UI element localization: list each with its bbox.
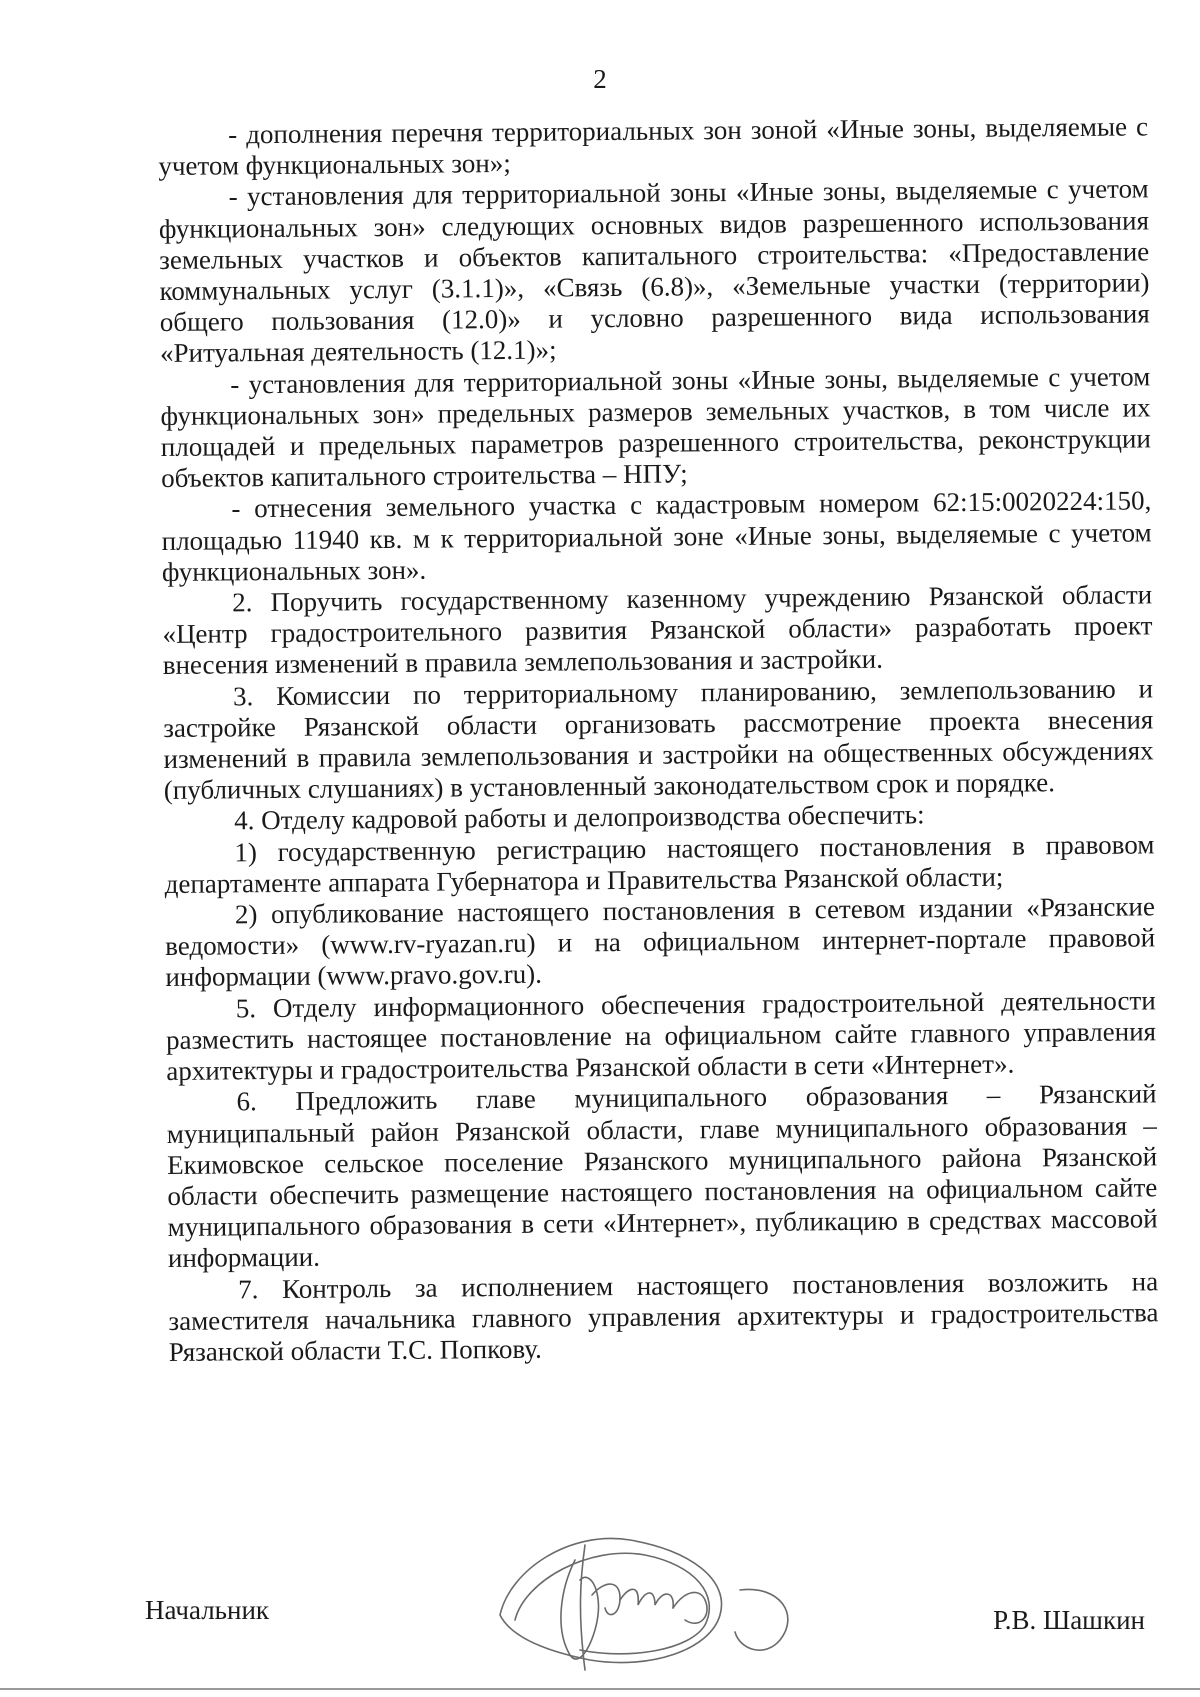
paragraph-land-plot: - отнесения земельного участка с кадастровым номером 62:15:0020224:150, площадью 11940 кв. м к территориальной зоне «Иные зоны, выделяемые с учетом функциональных зон».	[161, 485, 1152, 587]
paragraph-item-3: 3. Комиссии по территориальному планированию, землепользованию и застройке Рязанской области организовать рассмотрение проекта внесения изменений в правила землепользования и застройки на общественных обсуждениях (публичных слушаниях) в установленный законодательством срок и порядке.	[163, 672, 1154, 806]
paragraph-item-6: 6. Предложить главе муниципального образования – Рязанский муниципальный район Рязанской области, главе муниципального образования – Екимовское сельское поселение Рязанского муниципального района Рязанской области обеспечить размещение настоящего постановления на официальном сайте муниципального образования в сети «Интернет», публикацию в средствах массовой информации.	[166, 1078, 1158, 1274]
page-number: 2	[593, 64, 607, 94]
signature-block	[145, 1595, 1145, 1635]
paragraph-item-4-2: 2) опубликование настоящего постановления в сетевом издании «Рязанские ведомости» (www.rv-ryazan.ru) и на официальном интернет-портале правовой информации (www.pravo.gov.ru).	[165, 891, 1156, 993]
paragraph-size-limits: - установления для территориальной зоны «Иные зоны, выделяемые с учетом функциональных зон» предельных размеров земельных участков, в том числе их площадей и предельных параметров разрешенного строительства, реконструкции объектов капитального строительства – НПУ;	[160, 360, 1151, 494]
document-body	[158, 111, 1159, 1368]
paragraph-zone-addition: - дополнения перечня территориальных зон зоной «Иные зоны, выделяемые с учетом функциональных зон»;	[158, 111, 1149, 182]
paragraph-item-5: 5. Отделу информационного обеспечения градостроительной деятельности разместить настоящее постановление на официальном сайте главного управления архитектуры и градостроительства Рязанской области в сети «Интернет».	[165, 985, 1157, 1087]
paragraph-item-4-1: 1) государственную регистрацию настоящего постановления в правовом департаменте аппарата Губернатора и Правительства Рязанской области;	[164, 829, 1155, 899]
scan-edge-line	[0, 1688, 1200, 1690]
signer-title: Начальник	[145, 1595, 270, 1625]
paragraph-item-7: 7. Контроль за исполнением настоящего постановления возложить на заместителя начальника главного управления архитектуры и градостроительства Рязанской области Т.С. Попкову.	[168, 1265, 1159, 1367]
paragraph-item-2: 2. Поручить государственному казенному учреждению Рязанской области «Центр градостроительного развития Рязанской области» разработать проект внесения изменений в правила землепользования и застройки.	[162, 579, 1153, 681]
paragraph-item-4: 4. Отделу кадровой работы и делопроизводства обеспечить:	[233, 799, 925, 836]
signer-name: Р.В. Шашкин	[993, 1605, 1145, 1635]
paragraph-permitted-uses: - установления для территориальной зоны «Иные зоны, выделяемые с учетом функциональных зон» следующих основных видов разрешенного использования земельных участков и объектов капитального строительства: «Предоставление коммунальных услуг (3.1.1)», «Связь (6.8)», «Земельные участки (территории) общего пользования (12.0)» и условно разрешенного вида использования «Ритуальная деятельность (12.1)»;	[158, 173, 1150, 369]
